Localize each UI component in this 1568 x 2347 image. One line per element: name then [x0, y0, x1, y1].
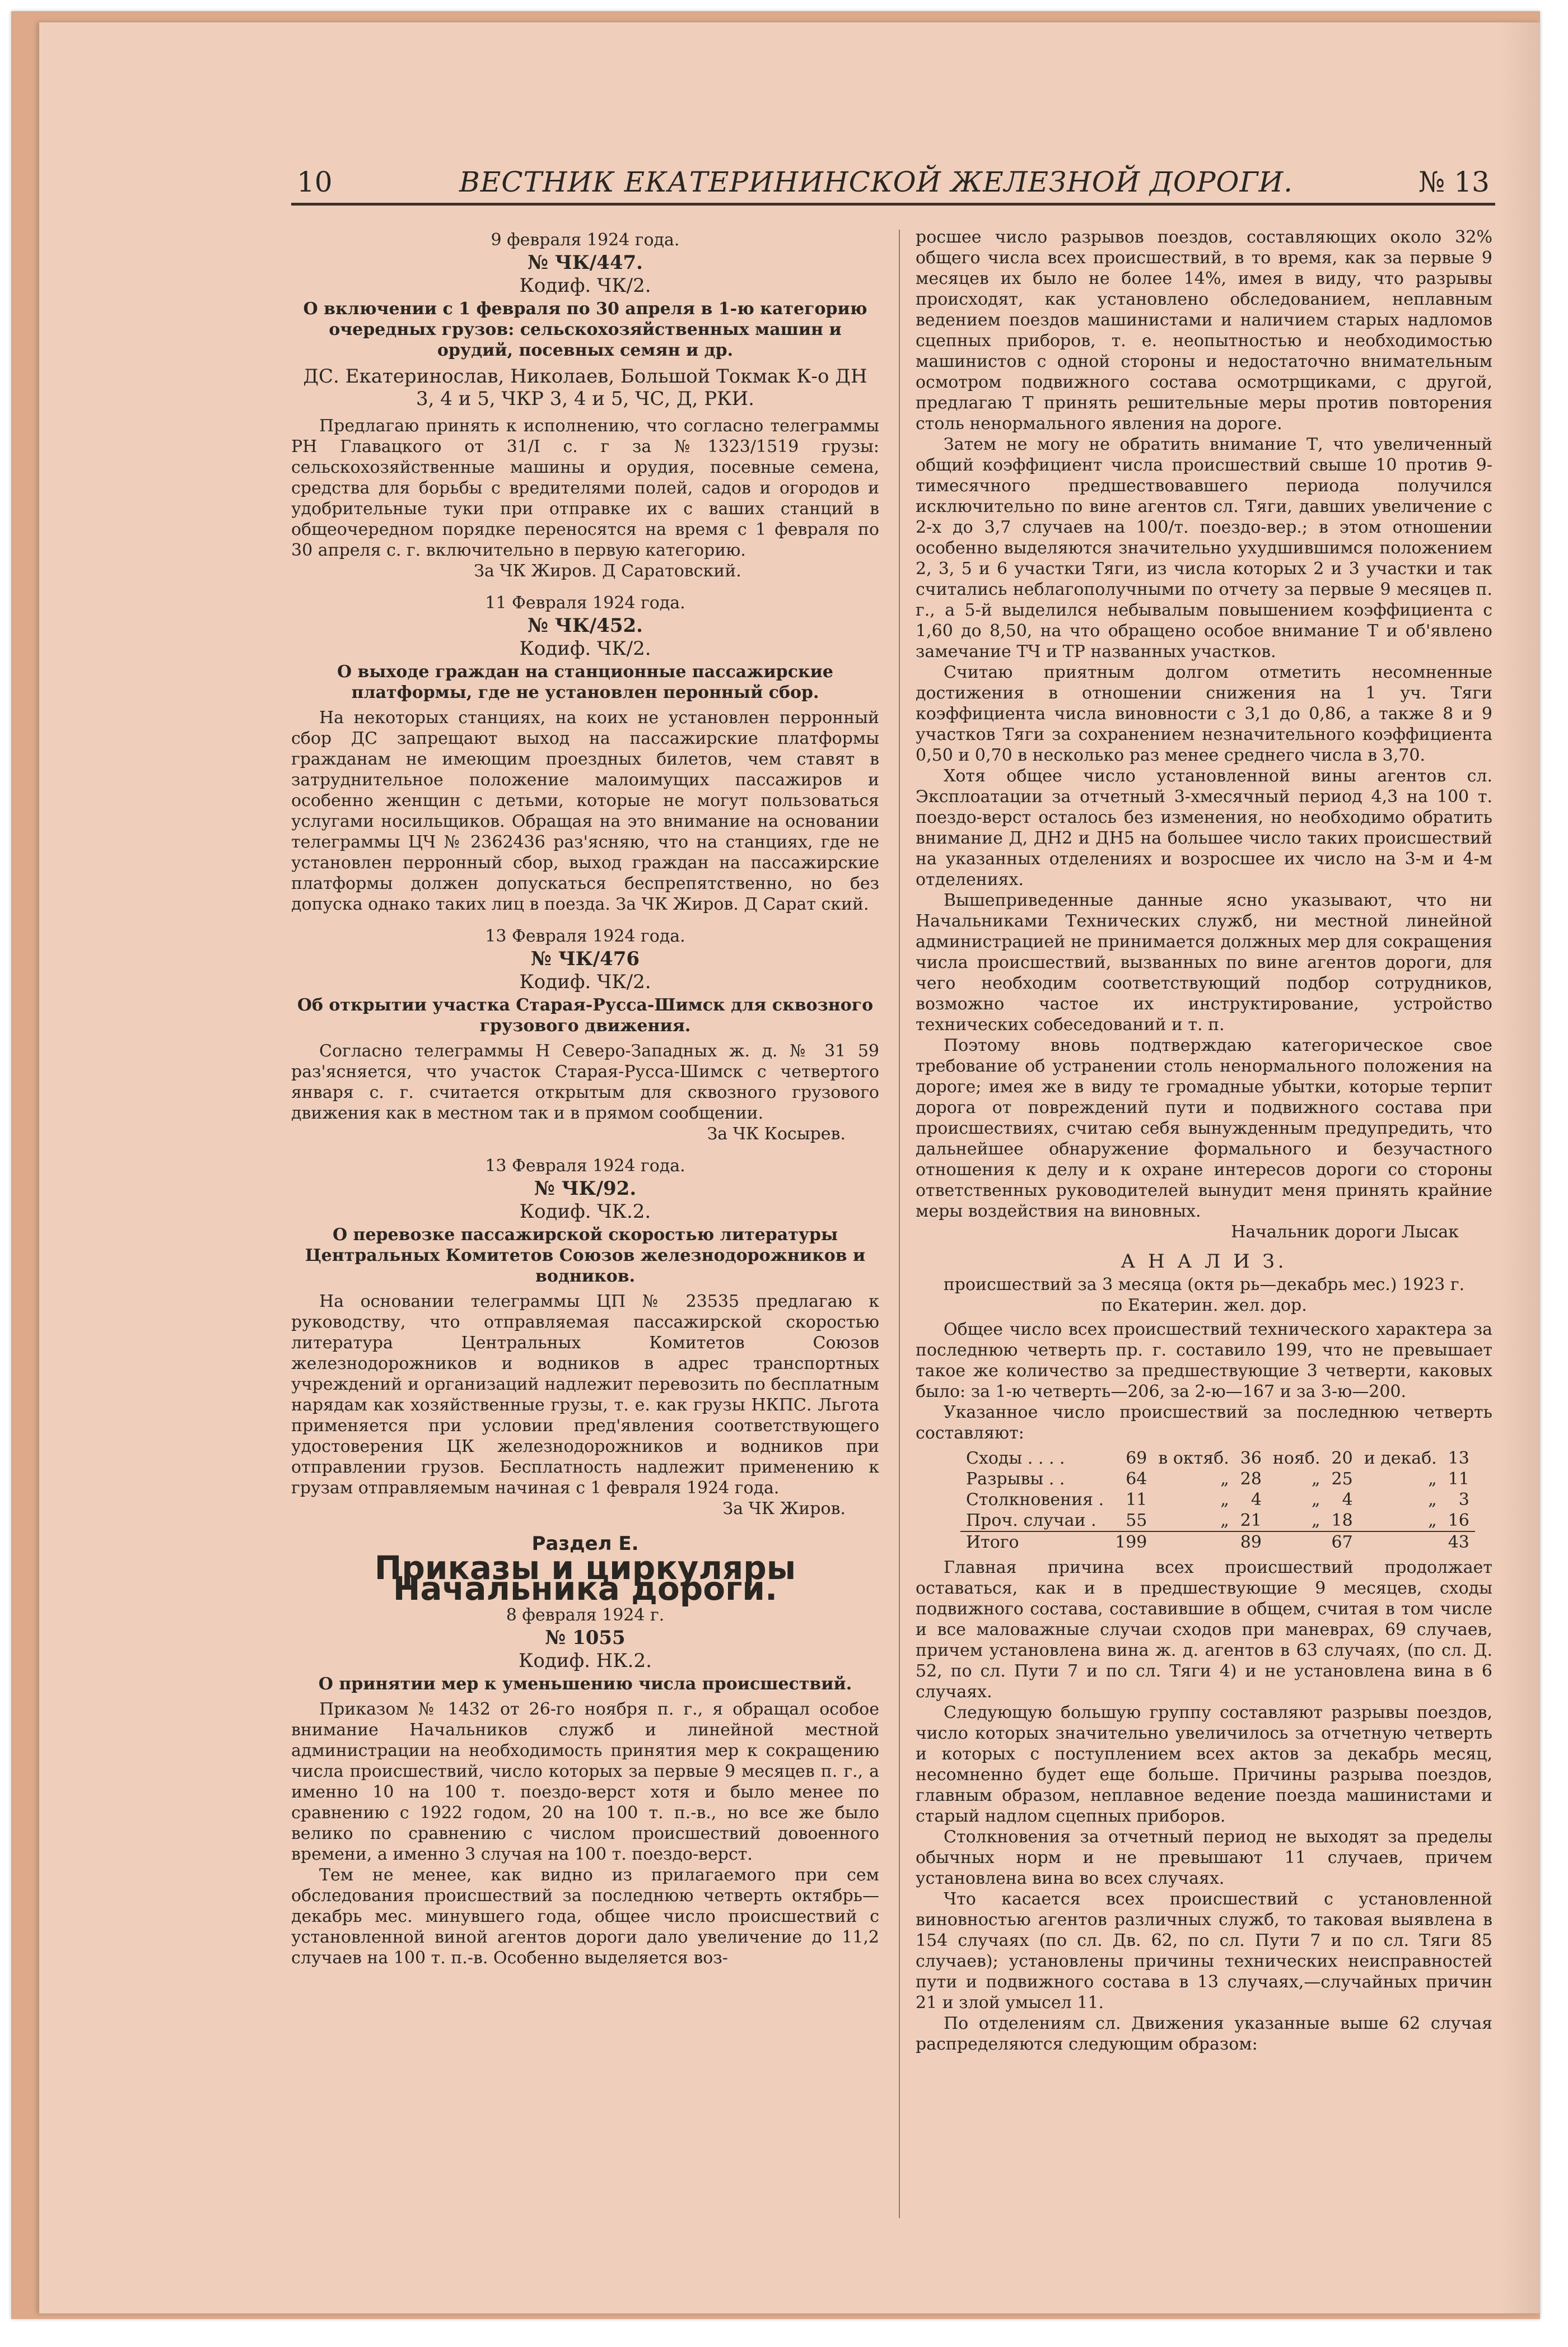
order-date: 8 февраля 1924 г.	[506, 1605, 665, 1625]
table-cell: 89	[1235, 1531, 1267, 1553]
table-cell: 67	[1326, 1531, 1359, 1553]
table-total-row	[960, 1531, 1475, 1553]
table-cell: 21	[1240, 1511, 1262, 1530]
table-cell: Сходы . . . .	[966, 1449, 1065, 1468]
table-cell: в октяб.	[1158, 1449, 1229, 1468]
order-paragraph: Хотя общее число установленной вины агентов сл. Эксплоатации за отчетный 3-хмесячный период 4,3 на 100 т. поездо-верст осталось без изменения, но необходимо обратить внимание Д, ДН2 и ДН5 на большее число таких происшествий на указанных отделениях и возросшее их число на 3-м и 4-м отделениях.	[916, 766, 1492, 890]
order-body: Согласно телеграммы Н Северо-Западных ж. д. № 31 59 раз'ясняется, что участок Старая-Русса-Шимск с четвертого января с. г. считается открытым для сквозного грузового движения как в местном так и в прямом сообщении.	[291, 1041, 879, 1123]
page-edge-shadow	[1501, 22, 1540, 2313]
table-cell: 16	[1448, 1511, 1469, 1530]
table-row	[960, 1489, 1475, 1510]
table-cell: 55	[1126, 1511, 1147, 1530]
order-number: № ЧК/476	[530, 948, 640, 970]
order-date: 13 Февраля 1924 года.	[485, 926, 685, 946]
order-paragraph: Тем не менее, как видно из прилагаемого при сем обследования происшествий за последнюю четверть октябрь—декабрь мес. минувшего года, общее число происшествий с установленной виной агентов дороги дало увеличение до 11,2 случаев на 100 т. п.-в. Особенно выделяется воз-	[291, 1865, 879, 1968]
order-body: На некоторых станциях, на коих не установлен перронный сбор ДС запрещают выход на пассажирские платформы гражданам не имеющим проездных билетов, чем ставят в затруднительное положение малоимущих пассажиров и особенно женщин с детьми, которые не могут пользоваться услугами носильщиков. Обращая на это внимание на основании телеграммы ЦЧ № 2362436 раз'ясняю, что на станциях, где не установлен перронный сбор, выход граждан на пассажирские платформы должен допускаться беспрепятственно, но без допуска однако таких лиц в поезда. За ЧК Жиров. Д Сарат ский.	[291, 708, 879, 914]
table-cell: нояб.	[1272, 1449, 1320, 1468]
table-row	[960, 1510, 1475, 1531]
table-cell: „	[1220, 1511, 1229, 1530]
page-header	[291, 164, 1495, 206]
order-date: 11 Февраля 1924 года.	[485, 593, 685, 613]
order-subject: О выходе граждан на станционные пассажирские платформы, где не установлен перонный сбор.	[337, 662, 834, 702]
order-paragraph: Вышеприведенные данные ясно указывают, что ни Начальниками Технических служб, ни местной линейной администрацией не принимается должных мер для сокращения числа происшествий, вызванных по вине агентов дороги, для чего необходим соответствующий подбор сотрудников, возможно частое их инструктирование, устройство технических собеседований и т. п.	[916, 891, 1492, 1035]
analysis-paragraph: Указанное число происшествий за последнюю четверть составляют:	[916, 1403, 1492, 1443]
table-cell: „	[1428, 1490, 1437, 1510]
table-cell: 13	[1448, 1449, 1469, 1468]
table-cell: „	[1220, 1469, 1229, 1489]
order-code: Кодиф. НК.2.	[519, 1650, 652, 1672]
section-title: Приказы и циркуляры Начальника дороги.	[374, 1549, 796, 1608]
table-cell: Разрывы . .	[966, 1469, 1065, 1489]
table-cell: „	[1311, 1469, 1320, 1489]
table-cell: 4	[1342, 1490, 1353, 1510]
table-row	[960, 1469, 1475, 1489]
order-number: № ЧК/447.	[528, 252, 643, 274]
analysis-subtitle: по Екатерин. жел. дор.	[1101, 1296, 1307, 1315]
order-date: 9 февраля 1924 года.	[491, 230, 680, 250]
table-cell	[1359, 1531, 1443, 1553]
left-column	[291, 230, 879, 1968]
table-cell: Итого	[960, 1531, 1109, 1553]
analysis-subtitle: происшествий за 3 месяца (октя рь—декабрь мес.) 1923 г.	[943, 1275, 1465, 1294]
table-cell: 28	[1240, 1469, 1262, 1489]
order-452	[291, 593, 879, 915]
table-cell: и декаб.	[1364, 1449, 1437, 1468]
newspaper-title: ВЕСТНИК ЕКАТЕРИНИНСКОЙ ЖЕЛЕЗНОЙ ДОРОГИ.	[459, 166, 1294, 198]
order-subject: Об открытии участка Старая-Русса-Шимск для сквозного грузового движения.	[297, 995, 874, 1036]
order-subject: О включении с 1 февраля по 30 апреля в 1-ю категорию очередных грузов: сельскохозяйственных машин и орудий, посевных семян и др.	[303, 299, 867, 360]
incidents-table	[960, 1448, 1475, 1553]
order-subject: О принятии мер к уменьшению числа происшествий.	[318, 1674, 852, 1694]
analysis-title: А Н А Л И З.	[1121, 1250, 1287, 1273]
table-cell: „	[1311, 1490, 1320, 1510]
order-body: Предлагаю принять к исполнению, что согласно телеграммы РН Главацкого от 31/I с. г за №1323/1519 грузы: сельскохозяйственные машины и орудия, посевные семена, средства для борьбы с вредителями полей, садов и огородов и удобрительные туки при отправке их с ваших станций в общеочередном порядке переносятся на время с 1 февраля по 30 апреля с. г. включительно в первую категорию.	[291, 416, 879, 560]
order-paragraph: Поэтому вновь подтверждаю категорическое свое требование об устранении столь ненормального положения на дороге; имея же в виду те громадные убытки, которые терпит дорога от повреждений пути и подвижного состава при происшествиях, считаю себя вынужденным предупредить, что дальнейшее обнаружение формального и безучастного отношения к делу и к охране интересов дороги со стороны ответственных руководителей вынудит меня принять крайние меры воздействия на виновных.	[916, 1036, 1492, 1221]
table-cell: 64	[1126, 1469, 1147, 1489]
table-cell: „	[1220, 1490, 1229, 1510]
table-cell: 3	[1458, 1490, 1469, 1510]
order-447	[291, 230, 879, 581]
order-body: На основании телеграммы ЦП № 23535 предлагаю к руководству, что отправляемая пассажирской скоростью литература Центральных Комитетов Союзов железнодорожников и водников в адрес транспортных учреждений и организаций надлежит перевозить по бесплатным нарядам как хозяйственные грузы, т. е. как грузы НКПС. Льгота применяется при условии пред'явления соответствующего удостоверения ЦК железнодорожников и водников при отправлении грузов. Бесплатность надлежит применению к грузам отправляемым начиная с 1 февраля 1924 года.	[291, 1292, 879, 1498]
order-code: Кодиф. ЧК.2.	[519, 1200, 651, 1223]
table-cell: Столкновения .	[966, 1490, 1104, 1510]
analysis-paragraph: Общее число всех происшествий технического характера за последнюю четверть пр. г. составило 199, что не превышает такое же количество за предшествующие 3 четверти, каковых было: за 1-ю четверть—206, за 2-ю—167 и за 3-ю—200.	[916, 1320, 1492, 1401]
table-cell	[1267, 1531, 1326, 1553]
table-cell: 18	[1331, 1511, 1353, 1530]
order-paragraph: Считаю приятным долгом отметить несомненные достижения в отношении снижения на 1 уч. Тяги коэффициента числа виновности с 3,1 до 0,86, а также 8 и 9 участков Тяги за сохранением незначительного коэффициента 0,50 и 0,70 в несколько раз менее среднего числа в 3,70.	[916, 663, 1492, 765]
order-number: № ЧК/92.	[534, 1177, 637, 1200]
table-cell	[1152, 1531, 1234, 1553]
order-paragraph: росшее число разрывов поездов, составляющих около 32% общего числа всех происшествий, в то время, как за первые 9 месяцев их было не более 14%, имея в виду, что разрывы происходят, как установлено обследованием, неплавным ведением поездов машинистами и наличием старых надломов сцепных приборов, т. е. неопытностью и необходимостью машинистов с одной стороны и недостаточно внимательным осмотром подвижного состава осмотрщиками, с другой, предлагаю Т принять решительные меры против повторения столь ненормального явления на дороге.	[916, 227, 1492, 434]
table-cell: 4	[1250, 1490, 1262, 1510]
table-cell: 11	[1126, 1490, 1147, 1510]
order-code: Кодиф. ЧК/2.	[519, 274, 651, 297]
issue-number: № 13	[1418, 166, 1490, 198]
order-date: 13 Февраля 1924 года.	[485, 1156, 685, 1176]
table-cell: Проч. случаи .	[966, 1511, 1096, 1530]
table-row	[960, 1448, 1475, 1469]
chief-signature: Начальник дороги Лысак	[1231, 1222, 1459, 1242]
table-cell: „	[1428, 1511, 1437, 1530]
table-cell: „	[1428, 1469, 1437, 1489]
analysis-paragraph: Столкновения за отчетный период не выходят за пределы обычных норм и не превышают 11 случаев, причем установлена вина во всех случаях.	[916, 1827, 1492, 1888]
table-cell: 199	[1109, 1531, 1152, 1553]
order-number: № ЧК/452.	[528, 614, 643, 637]
table-cell: 36	[1240, 1449, 1262, 1468]
page-number: 10	[297, 166, 333, 198]
order-signature: За ЧК Жиров.	[722, 1499, 846, 1519]
analysis-paragraph: Следующую большую группу составляют разрывы поездов, число которых значительно увеличилось за отчетную четверть и которых с поступлением всех актов за декабрь месяц, несомненно будет еще больше. Причины разрыва поездов, главным образом, неплавное ведение поезда машинистами и старый надлом сцепных приборов.	[916, 1703, 1492, 1826]
order-paragraph: Приказом № 1432 от 26-го ноября п. г., я обращал особое внимание Начальников служб и линейной местной администрации на необходимость принятия мер к сокращению числа происшествий, число которых за первые 9 месяцев п. г., а именно 10 на 100 т. поездо-верст хотя и было менее по сравнению с 1922 годом, 20 на 100 т. п.-в., но все же было велико по сравнению с числом происшествий довоенного времени, а именно 3 случая на 100 т. поездо-верст.	[291, 1699, 879, 1864]
order-1055	[291, 1605, 879, 1968]
order-number: № 1055	[545, 1627, 626, 1649]
order-addressees: ДС. Екатеринослав, Николаев, Большой Токмак К-о ДН 3, 4 и 5, ЧКР 3, 4 и 5, ЧС, Д, РКИ.	[303, 365, 867, 410]
order-paragraph: Затем не могу не обратить внимание Т, что увеличенный общий коэффициент числа происшествий свыше 10 против 9-тимесячного предшествовавшего периода получился исключительно по вине агентов сл. Тяги, давших увеличение с 2-х до 3,7 случаев на 100/т. поездо-вер.; в этом отношении особенно выделяются значительно ухудшившимся положением 2, 3, 5 и 6 участки Тяги, из числа которых 2 и 3 участки и так считались неблагополучными по отчету за первые 9 месяцев п. г., а 5-й выделился небывалым повышением коэффициента с 1,60 до 8,50, на что обращено особое внимание Т и об'явлено замечание ТЧ и ТР названных участков.	[916, 435, 1492, 662]
order-signature: За ЧК Жиров. Д Саратовский.	[474, 561, 741, 581]
order-signature: За ЧК Косырев.	[707, 1124, 846, 1144]
table-cell: „	[1311, 1511, 1320, 1530]
order-476	[291, 926, 879, 1144]
analysis-paragraph: Что касается всех происшествий с установленной виновностью агентов различных служб, то таковая выявлена в 154 случаях (по сл. Дв. 62, по сл. Пути 7 и по сл. Тяги 85 случаев); установлены причины технических неисправностей пути и подвижного состава в 13 случаях,—случайных причин 21 и злой умысел 11.	[916, 1889, 1492, 2013]
order-code: Кодиф. ЧК/2.	[519, 971, 651, 993]
order-code: Кодиф. ЧК/2.	[519, 637, 651, 660]
table-cell: 11	[1448, 1469, 1469, 1489]
table-cell: 69	[1126, 1449, 1147, 1468]
order-subject: О перевозке пассажирской скоростью литературы Центральных Комитетов Союзов железнодорожников и водников.	[305, 1225, 866, 1286]
analysis-paragraph: Главная причина всех происшествий продолжает оставаться, как и в предшествующие 9 месяцев, сходы подвижного состава, составившие в общем, считая в том числе и все маловажные случаи сходов при маневрах, 69 случаев, причем установлена вина ж. д. агентов в 63 случаях, (по сл. Д. 52, по сл. Пути 7 и по сл. Тяги 4) и не установлена вина в 6 случаях.	[916, 1558, 1492, 1702]
section-label: Раздел Е.	[531, 1533, 639, 1555]
right-column	[916, 227, 1492, 2055]
table-cell: 43	[1443, 1531, 1475, 1553]
table-cell: 20	[1331, 1449, 1353, 1468]
table-cell: 25	[1331, 1469, 1353, 1489]
column-divider	[899, 230, 900, 2218]
analysis-paragraph: По отделениям сл. Движения указанные выше 62 случая распределяются следующим образом:	[916, 2014, 1492, 2054]
order-92	[291, 1156, 879, 1519]
